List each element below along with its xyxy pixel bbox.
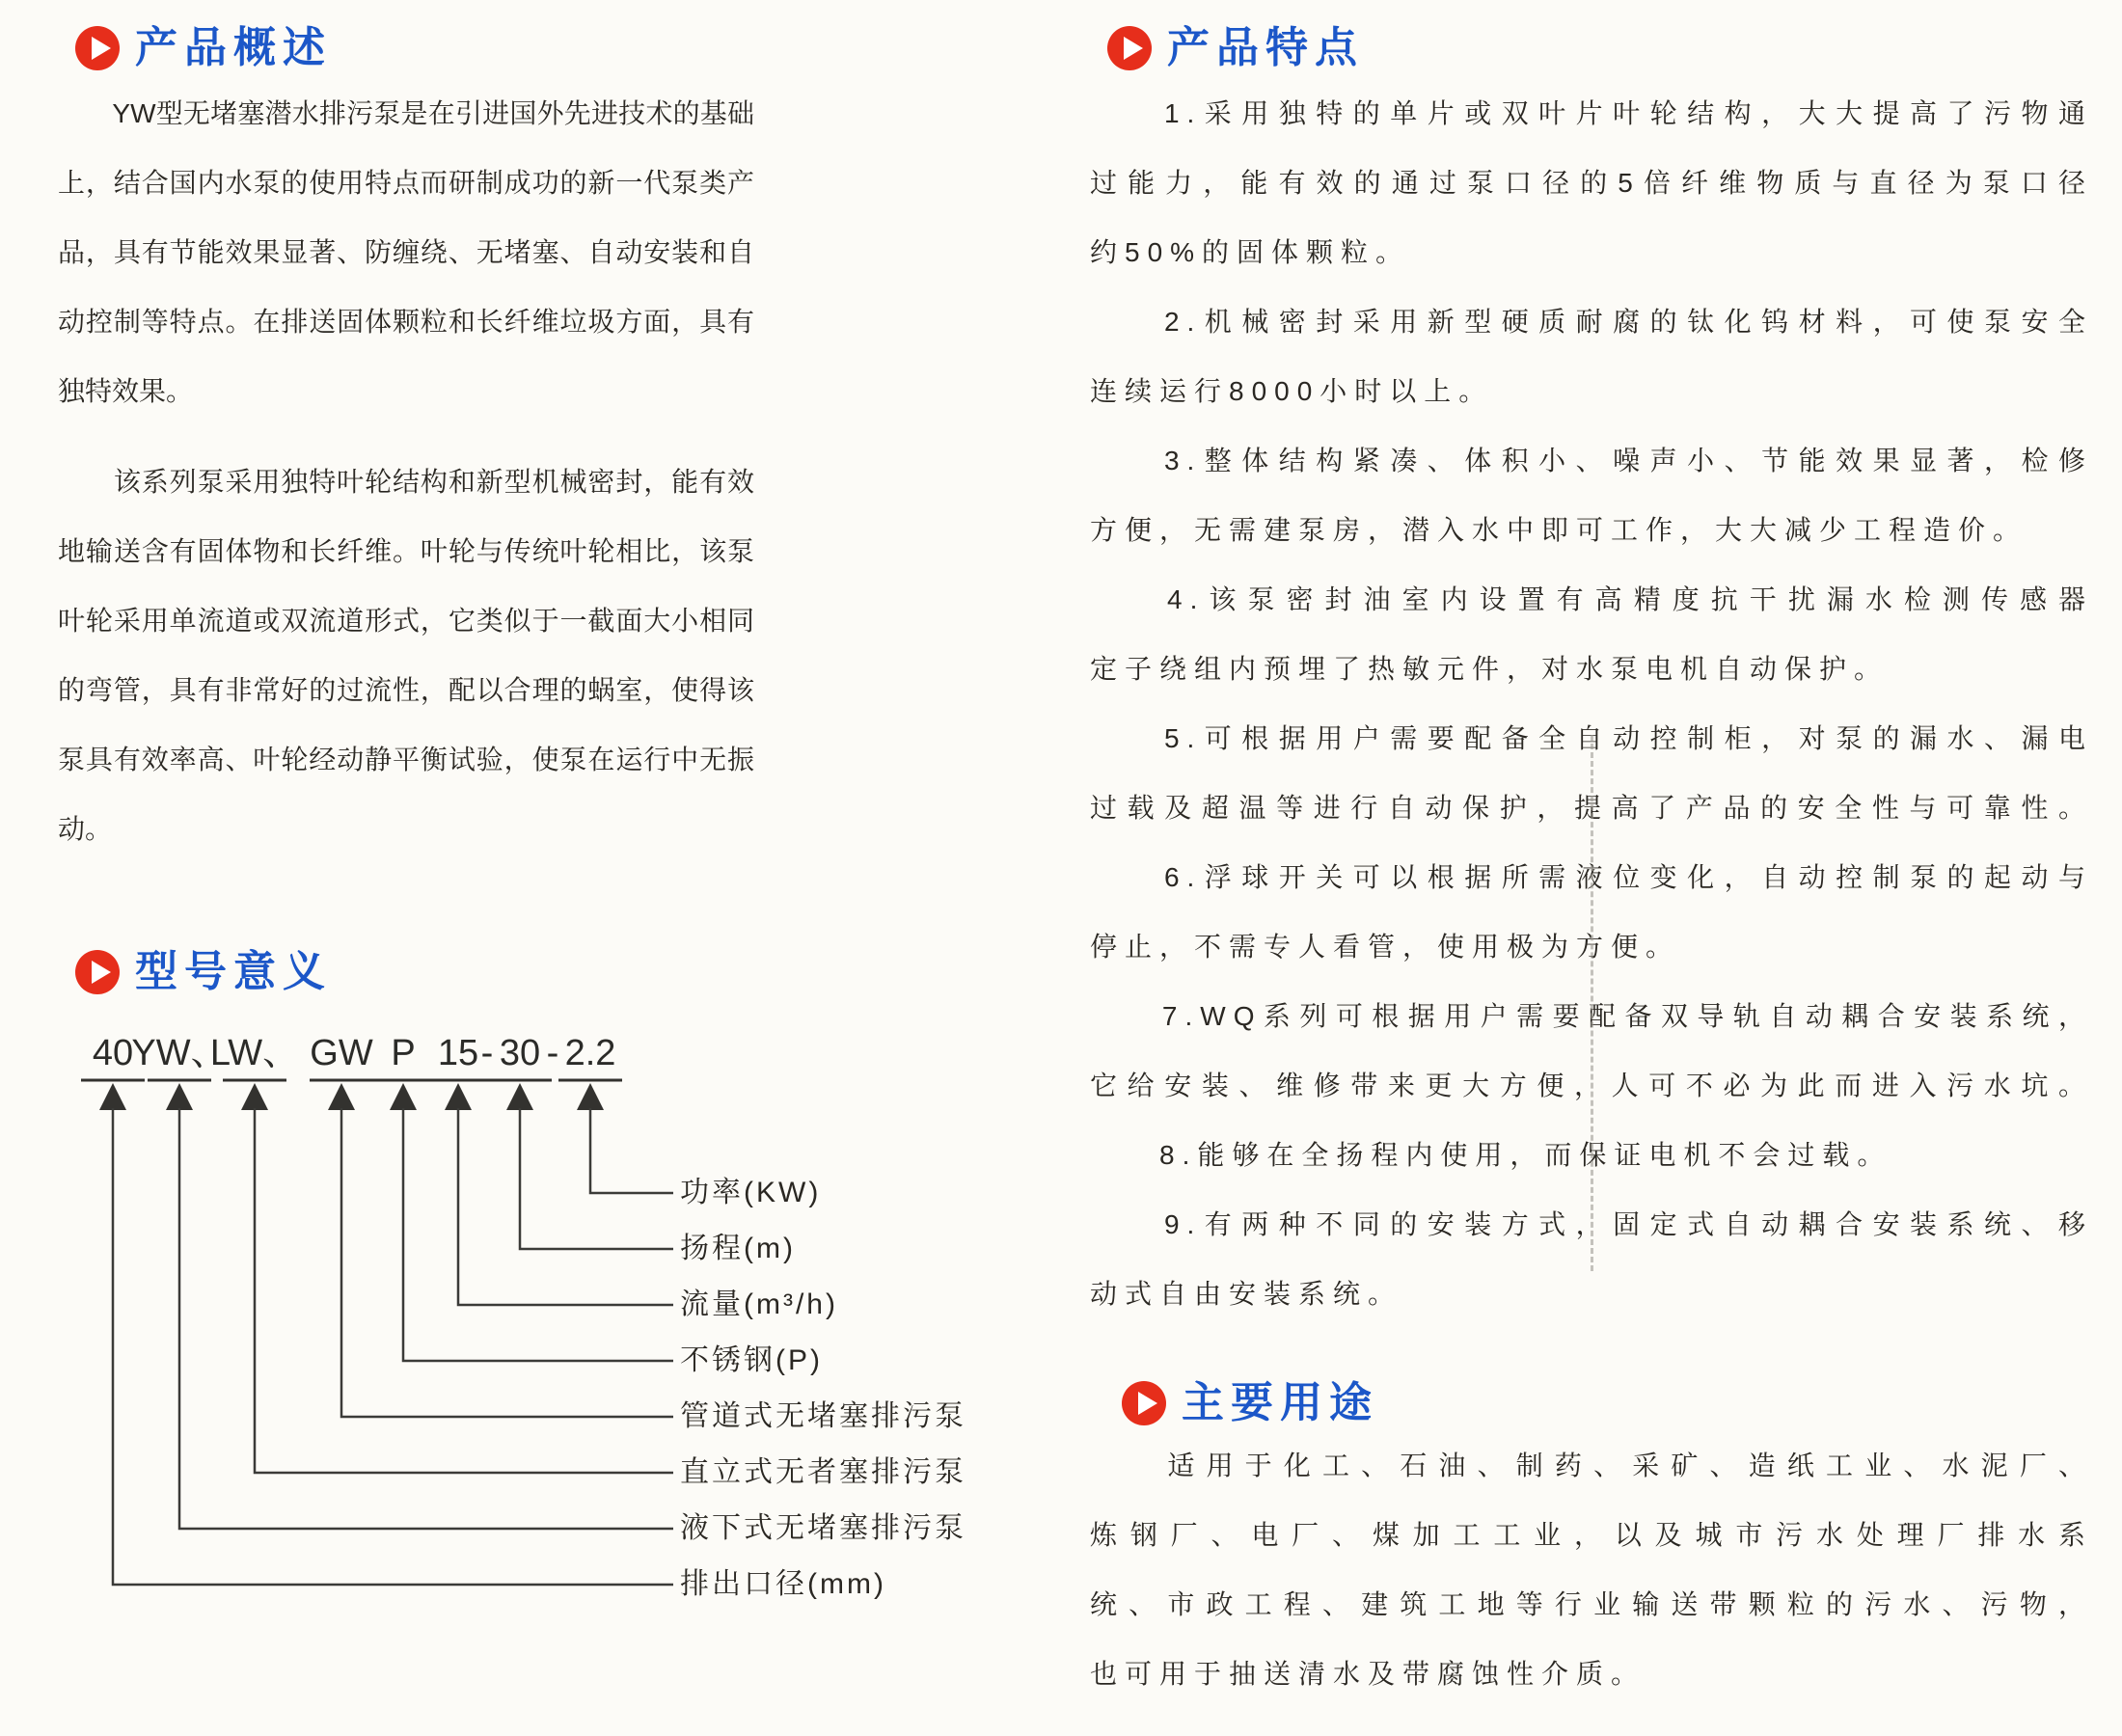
svg-text:GW: GW xyxy=(310,1033,373,1073)
svg-text:-: - xyxy=(546,1033,559,1073)
diagram-label-submerged: 液下式无堵塞排污泵 xyxy=(680,1512,966,1544)
svg-text:LW、: LW、 xyxy=(209,1033,300,1073)
text-line: 7.WQ系列可根据用户需要配备双导轨自动耦合安装系统， xyxy=(1090,1001,2093,1031)
text-line: 2.机械密封采用新型硬质耐腐的钛化钨材料，可使泵安全 xyxy=(1090,307,2093,337)
section-header-features xyxy=(1107,26,1364,70)
diagram-label-vertical: 直立式无者塞排污泵 xyxy=(680,1456,966,1488)
section-header-overview xyxy=(75,26,332,70)
text-line: 也可用于抽送清水及带腐蚀性介质。 xyxy=(1090,1659,1646,1689)
play-bullet-icon xyxy=(75,26,120,70)
svg-text:YW、: YW、 xyxy=(131,1033,228,1073)
svg-text:-: - xyxy=(480,1033,494,1073)
text-line: 叶轮采用单流道或双流道形式，它类似于一截面大小相同 xyxy=(58,606,754,636)
svg-text:2.2: 2.2 xyxy=(564,1033,616,1073)
text-line: 适用于化工、石油、制药、采矿、造纸工业、水泥厂、 xyxy=(1090,1451,2093,1480)
diagram-label-power: 功率(KW) xyxy=(680,1177,822,1208)
diagram-label-diameter: 排出口径(mm) xyxy=(680,1568,886,1600)
text-line: 定子绕组内预埋了热敏元件，对水泵电机自动保护。 xyxy=(1090,654,1890,684)
text-line: 该系列泵采用独特叶轮结构和新型机械密封，能有效 xyxy=(58,467,754,497)
text-line: 过能力，能有效的通过泵口径的5倍纤维物质与直径为泵口径 xyxy=(1090,168,2093,198)
text-line: 过载及超温等进行自动保护，提高了产品的安全性与可靠性。 xyxy=(1090,793,2093,823)
section-title: 产品概述 xyxy=(135,24,332,71)
diagram-label-pipeline: 管道式无堵塞排污泵 xyxy=(680,1400,966,1432)
text-line: 统、市政工程、建筑工地等行业输送带颗粒的污水、污物， xyxy=(1090,1589,2093,1619)
text-line: 动。 xyxy=(58,814,113,844)
svg-text:40: 40 xyxy=(92,1033,134,1073)
text-line: 连续运行8000小时以上。 xyxy=(1090,376,1494,406)
text-line: 泵具有效率高、叶轮经动静平衡试验，使泵在运行中无振 xyxy=(58,745,754,774)
overview-paragraph-1 xyxy=(58,79,754,426)
text-line: 的弯管，具有非常好的过流性，配以合理的蜗室，使得该 xyxy=(58,675,754,705)
play-bullet-icon xyxy=(75,950,120,994)
model-code-diagram xyxy=(58,1017,733,1635)
section-header-model xyxy=(75,950,332,994)
text-line: 3.整体结构紧凑、体积小、噪声小、节能效果显著，检修 xyxy=(1090,446,2093,475)
text-line: 品，具有节能效果显著、防缠绕、无堵塞、自动安装和自 xyxy=(58,237,754,267)
svg-text:P: P xyxy=(391,1033,416,1073)
overview-paragraph-2 xyxy=(58,448,754,864)
scan-fold-artifact xyxy=(1591,735,1593,1271)
diagram-label-flow: 流量(m³/h) xyxy=(680,1288,838,1320)
svg-text:15: 15 xyxy=(437,1033,479,1073)
text-line: 独特效果。 xyxy=(58,376,194,406)
text-line: 6.浮球开关可以根据所需液位变化，自动控制泵的起动与 xyxy=(1090,862,2093,892)
up-arrow-icons xyxy=(99,1083,604,1110)
play-bullet-icon xyxy=(1107,26,1152,70)
text-line: 8.能够在全扬程内使用，而保证电机不会过载。 xyxy=(1090,1140,1892,1170)
text-line: 它给安装、维修带来更大方便，人可不必为此而进入污水坑。 xyxy=(1090,1071,2093,1100)
text-line: 1.采用独特的单片或双叶片叶轮结构，大大提高了污物通 xyxy=(1090,98,2093,128)
text-line: YW型无堵塞潜水排污泵是在引进国外先进技术的基础 xyxy=(58,98,754,128)
text-line: 约50%的固体颗粒。 xyxy=(1090,237,1411,267)
diagram-label-stainless: 不锈钢(P) xyxy=(680,1344,823,1376)
text-line: 5.可根据用户需要配备全自动控制柜，对泵的漏水、漏电 xyxy=(1090,723,2093,753)
text-line: 4.该泵密封油室内设置有高精度抗干扰漏水检测传感器 xyxy=(1090,584,2093,614)
text-line: 方便，无需建泵房，潜入水中即可工作，大大减少工程造价。 xyxy=(1090,515,2028,545)
section-title: 型号意义 xyxy=(135,948,332,995)
text-line: 9.有两种不同的安装方式，固定式自动耦合安装系统、移 xyxy=(1090,1209,2093,1239)
play-bullet-icon xyxy=(1122,1381,1166,1425)
connector-lines xyxy=(113,1108,673,1585)
svg-text:30: 30 xyxy=(499,1033,541,1073)
text-line: 动控制等特点。在排送固体颗粒和长纤维垃圾方面，具有 xyxy=(58,307,754,337)
usage-text xyxy=(1090,1431,2093,1709)
section-title: 主要用途 xyxy=(1182,1379,1378,1426)
model-code-text xyxy=(93,1033,616,1073)
text-line: 地输送含有固体物和长纤维。叶轮与传统叶轮相比，该泵 xyxy=(58,536,754,566)
text-line: 动式自由安装系统。 xyxy=(1090,1279,1403,1309)
diagram-label-head: 扬程(m) xyxy=(680,1233,796,1264)
section-title: 产品特点 xyxy=(1167,24,1364,71)
text-line: 停止，不需专人看管，使用极为方便。 xyxy=(1090,932,1681,962)
section-header-usage xyxy=(1122,1381,1378,1425)
text-line: 上，结合国内水泵的使用特点而研制成功的新一代泵类产 xyxy=(58,168,754,198)
text-line: 炼钢厂、电厂、煤加工工业，以及城市污水处理厂排水系 xyxy=(1090,1520,2093,1550)
